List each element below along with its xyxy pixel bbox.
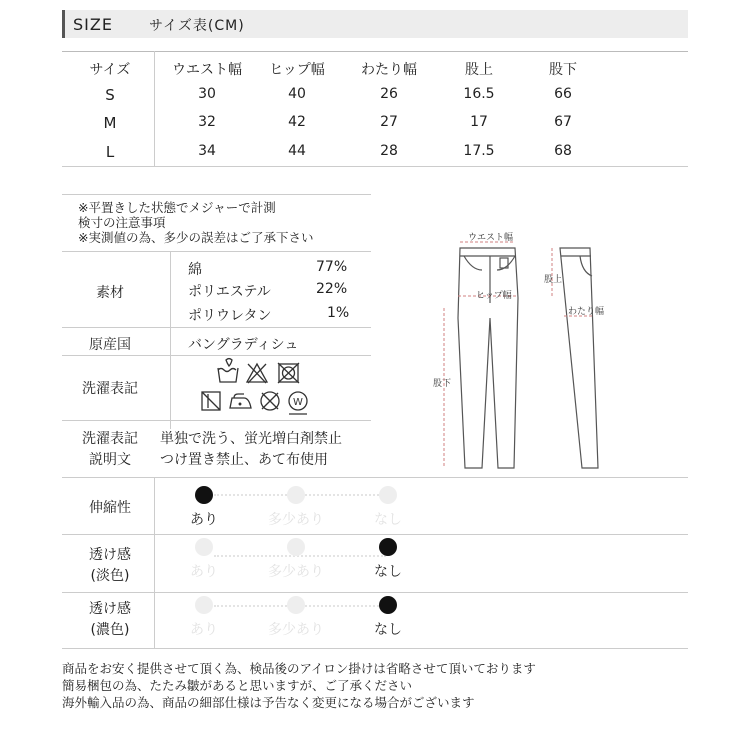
stretch-dot-1 (195, 486, 213, 504)
waist-label: ウエスト幅 (468, 233, 514, 243)
col-header-hip: ヒップ幅 (269, 62, 325, 78)
pants-diagram (430, 228, 615, 473)
material-name-2: ポリエステル (188, 284, 271, 300)
col-header-size: サイズ (89, 62, 131, 78)
material-label: 素材 (96, 285, 124, 301)
cell-thigh: 28 (380, 143, 398, 159)
hip-label: ヒップ幅 (476, 291, 512, 301)
sheer-light-dot-3 (379, 538, 397, 556)
size-header-title: サイズ表(CM) (149, 18, 245, 34)
note-measure: ※平置きした状態でメジャーで計測 (78, 200, 276, 215)
sheer-light-label-1: 透け感 (89, 547, 131, 563)
line-dry-icon (202, 392, 220, 410)
col-header-inseam: 股下 (549, 62, 577, 78)
cell-size: M (103, 114, 117, 132)
sheer-dark-label-1: 透け感 (89, 601, 131, 617)
inseam-label: 股下 (433, 379, 452, 389)
cell-rise: 17 (470, 114, 488, 130)
stretch-dot-3 (379, 486, 397, 504)
origin-label: 原産国 (89, 337, 131, 353)
material-name-1: 綿 (188, 262, 202, 278)
footer-line-1: 商品をお安く提供させて頂く為、検品後のアイロン掛けは省略させて頂いております (62, 661, 536, 676)
material-pct-1: 77% (316, 259, 348, 275)
sheer-light-option-3: なし (374, 564, 402, 580)
sheer-light-option-2: 多少あり (268, 564, 324, 580)
cell-hip: 42 (288, 114, 306, 130)
thigh-label: わたり幅 (568, 307, 605, 317)
sheer-dark-dot-3 (379, 596, 397, 614)
cell-hip: 44 (288, 143, 306, 159)
footer-line-3: 海外輸入品の為、商品の細部仕様は予告なく変更になる場合がございます (62, 695, 475, 710)
care-label: 洗濯表記 (82, 381, 138, 397)
stretch-dot-2 (287, 486, 305, 504)
care-desc-line-1: 単独で洗う、蛍光増白剤禁止 (160, 431, 342, 447)
cell-inseam: 67 (554, 114, 572, 130)
cell-rise: 17.5 (463, 143, 495, 159)
no-dry-clean-icon (261, 392, 279, 410)
cell-waist: 34 (198, 143, 216, 159)
cell-inseam: 66 (554, 86, 572, 102)
cell-waist: 30 (198, 86, 216, 102)
stretch-option-1: あり (190, 512, 218, 528)
cell-thigh: 26 (380, 86, 398, 102)
iron-icon (230, 394, 251, 408)
origin-value: バングラディシュ (188, 337, 299, 353)
sheer-dark-dot-2 (287, 596, 305, 614)
sheer-dark-option-2: 多少あり (268, 622, 324, 638)
sheer-light-dot-2 (287, 538, 305, 556)
col-header-thigh: わたり幅 (361, 62, 417, 78)
sheer-dark-option-3: なし (374, 622, 402, 638)
wet-clean-label: W (293, 397, 303, 408)
no-tumble-dry-icon (278, 363, 299, 383)
care-symbols (190, 356, 320, 418)
sheer-dark-option-1: あり (190, 622, 218, 638)
care-desc-label-2: 説明文 (89, 452, 131, 468)
material-pct-2: 22% (316, 281, 348, 297)
sheer-light-option-1: あり (190, 564, 218, 580)
col-header-waist: ウエスト幅 (172, 62, 242, 78)
hand-wash-icon (218, 359, 238, 383)
cell-size: L (105, 143, 115, 161)
cell-inseam: 68 (554, 143, 572, 159)
size-header (62, 10, 688, 38)
note-tolerance: ※実測値の為、多少の誤差はご了承下さい (78, 230, 314, 245)
cell-rise: 16.5 (463, 86, 495, 102)
sheer-dark-dot-1 (195, 596, 213, 614)
sheer-dark-label-2: (濃色) (90, 622, 130, 638)
sheer-light-dot-1 (195, 538, 213, 556)
material-pct-3: 1% (327, 305, 350, 321)
note-heading: 検寸の注意事項 (78, 215, 166, 230)
cell-size: S (105, 86, 115, 104)
cell-hip: 40 (288, 86, 306, 102)
rise-label: 股上 (544, 275, 563, 285)
cell-waist: 32 (198, 114, 216, 130)
footer-line-2: 簡易梱包の為、たたみ皺があると思いますが、ご了承ください (62, 678, 413, 693)
material-name-3: ポリウレタン (188, 308, 272, 324)
col-header-rise: 股上 (465, 62, 493, 78)
size-header-label: SIZE (73, 15, 113, 34)
stretch-label: 伸縮性 (89, 500, 131, 516)
no-bleach-icon (247, 364, 267, 383)
cell-thigh: 27 (380, 114, 398, 130)
stretch-option-3: なし (374, 512, 402, 528)
care-desc-line-2: つけ置き禁止、あて布使用 (160, 452, 328, 468)
care-desc-label-1: 洗濯表記 (82, 431, 138, 447)
sheer-light-label-2: (淡色) (90, 568, 130, 584)
stretch-option-2: 多少あり (268, 512, 324, 528)
